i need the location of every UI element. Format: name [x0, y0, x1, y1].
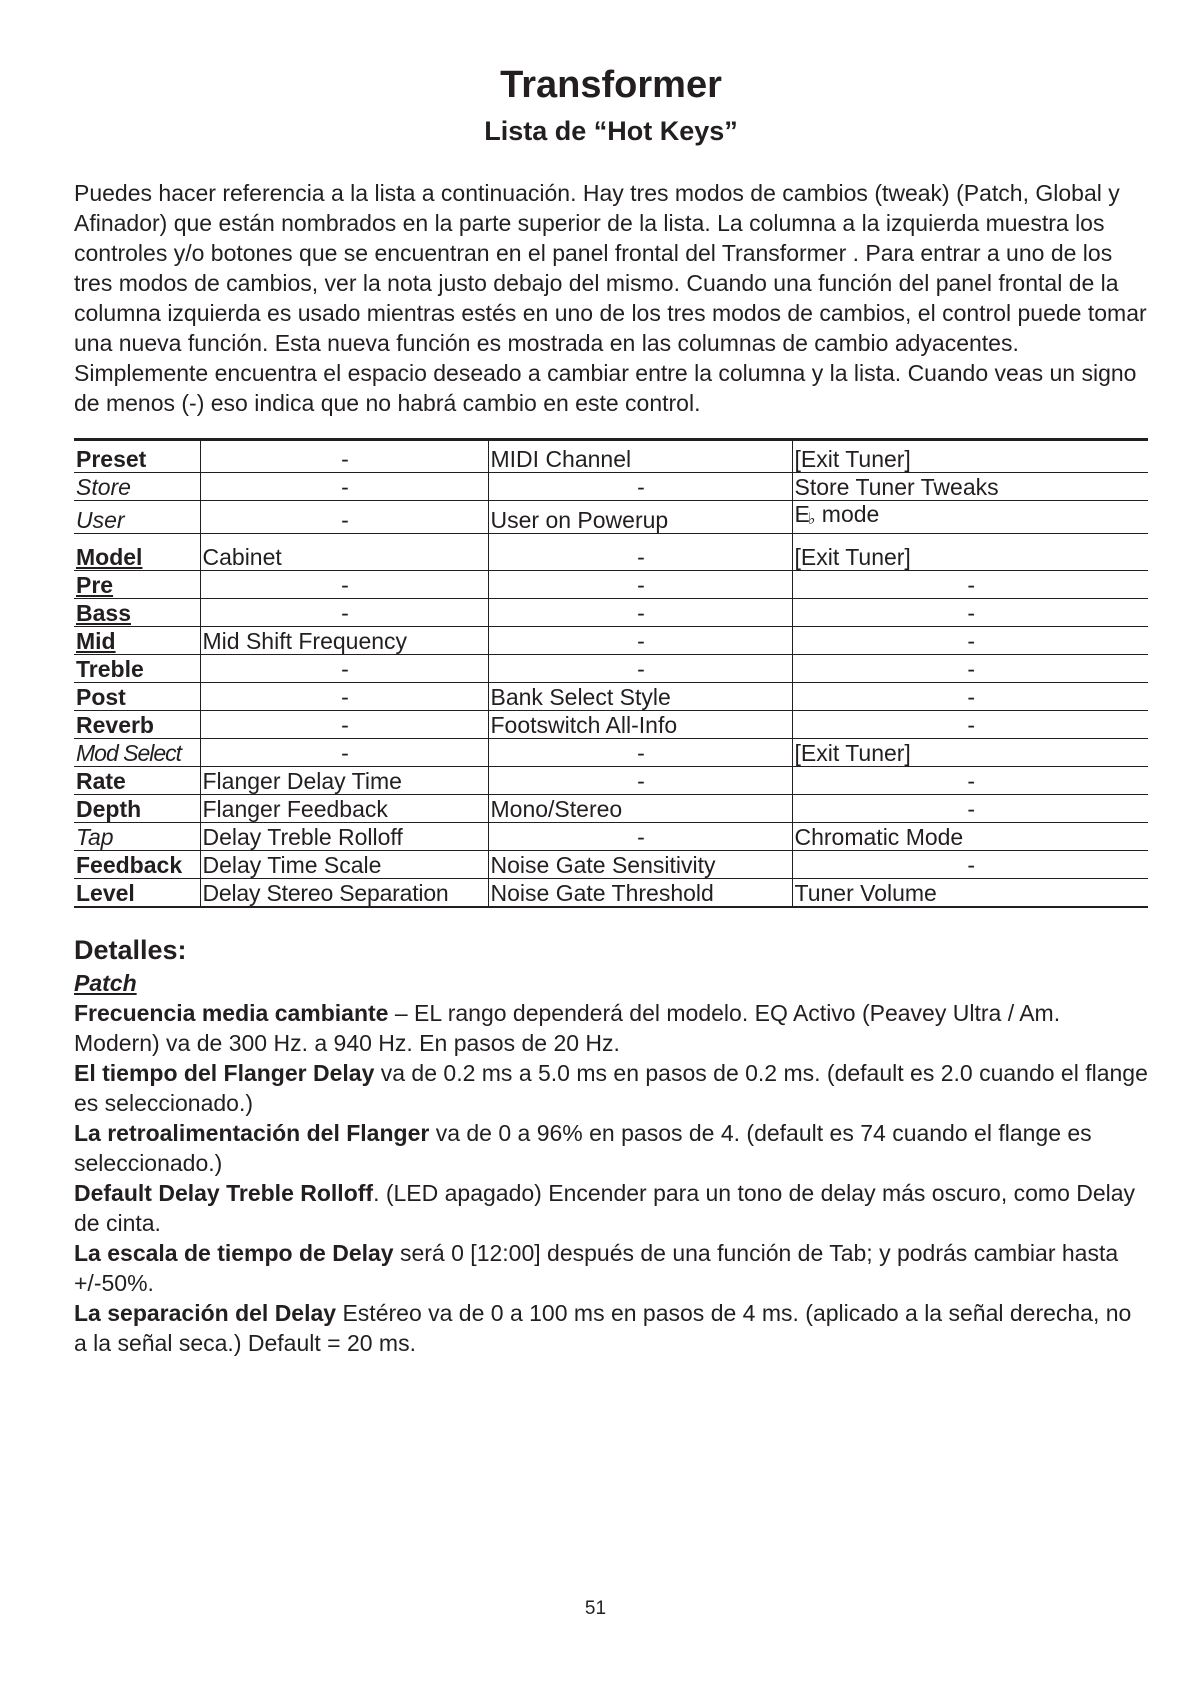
- patch-cell: -: [200, 501, 488, 534]
- details-item: [74, 1058, 1148, 1118]
- table-row: [74, 711, 1148, 739]
- table-row: [74, 440, 1148, 473]
- tuner-cell: [Exit Tuner]: [792, 739, 1148, 767]
- row-label: Reverb: [74, 711, 200, 739]
- tuner-text-rest: mode: [815, 501, 880, 527]
- details-item-term: La escala de tiempo de Delay: [74, 1240, 394, 1266]
- row-label: Depth: [74, 795, 200, 823]
- global-cell: Noise Gate Threshold: [488, 879, 792, 908]
- tuner-cell: Tuner Volume: [792, 879, 1148, 908]
- global-cell: Noise Gate Sensitivity: [488, 851, 792, 879]
- table-row: [74, 655, 1148, 683]
- patch-cell: Delay Stereo Separation: [200, 879, 488, 908]
- patch-cell: Delay Time Scale: [200, 851, 488, 879]
- details-section: [74, 934, 1148, 1358]
- tuner-cell: -: [792, 683, 1148, 711]
- table-row: [74, 571, 1148, 599]
- details-item-term: Frecuencia media cambiante: [74, 1000, 389, 1026]
- table-row: [74, 851, 1148, 879]
- tuner-cell: [Exit Tuner]: [792, 440, 1148, 473]
- table-row: [74, 683, 1148, 711]
- row-label: Tap: [74, 823, 200, 851]
- details-item-term: La retroalimentación del Flanger: [74, 1120, 430, 1146]
- table-row: [74, 823, 1148, 851]
- details-item-term: La separación del Delay: [74, 1300, 337, 1326]
- table-row: [74, 879, 1148, 908]
- table-row: [74, 599, 1148, 627]
- tuner-cell: -: [792, 571, 1148, 599]
- tuner-cell: -: [792, 599, 1148, 627]
- patch-cell: Flanger Feedback: [200, 795, 488, 823]
- row-label: Store: [74, 473, 200, 501]
- row-label: User: [74, 501, 200, 534]
- patch-cell: -: [200, 683, 488, 711]
- details-item-text: será 0 [12:00] después de una función de Tab; y podrás cambiar hasta +/-50%.: [74, 1240, 1119, 1296]
- global-cell: -: [488, 739, 792, 767]
- tuner-cell: -: [792, 795, 1148, 823]
- patch-cell: -: [200, 473, 488, 501]
- details-item-text: va de 0 a 96% en pasos de 4. (default es 74 cuando el flange es seleccionado.): [74, 1120, 1092, 1176]
- patch-cell: -: [200, 711, 488, 739]
- global-cell: MIDI Channel: [488, 440, 792, 473]
- global-cell: -: [488, 534, 792, 571]
- row-label: Rate: [74, 767, 200, 795]
- row-label: Bass: [74, 599, 200, 627]
- tuner-cell: -: [792, 627, 1148, 655]
- patch-cell: -: [200, 655, 488, 683]
- patch-cell: Flanger Delay Time: [200, 767, 488, 795]
- tuner-cell: -: [792, 767, 1148, 795]
- patch-cell: -: [200, 599, 488, 627]
- details-item: [74, 1178, 1148, 1238]
- patch-cell: Mid Shift Frequency: [200, 627, 488, 655]
- details-item-text: . (LED apagado) Encender para un tono de delay más oscuro, como Delay de cinta.: [74, 1180, 1136, 1236]
- tuner-cell: [Exit Tuner]: [792, 534, 1148, 571]
- row-label: Mod Select: [74, 739, 200, 767]
- row-label: Level: [74, 879, 200, 908]
- tuner-text: E: [794, 501, 810, 527]
- table-row: [74, 739, 1148, 767]
- details-item-term: Default Delay Treble Rolloff: [74, 1180, 374, 1206]
- tuner-cell: [792, 501, 1148, 534]
- row-label: Mid: [74, 627, 200, 655]
- row-label: Feedback: [74, 851, 200, 879]
- details-item-text: Estéreo va de 0 a 100 ms en pasos de 4 ms. (aplicado a la señal derecha, no a la señal seca.) Default = 20 ms.: [74, 1300, 1132, 1356]
- table-row: [74, 627, 1148, 655]
- tuner-cell: -: [792, 711, 1148, 739]
- row-label: Treble: [74, 655, 200, 683]
- global-cell: Mono/Stereo: [488, 795, 792, 823]
- details-item-term: El tiempo del Flanger Delay: [74, 1060, 375, 1086]
- details-item: [74, 1238, 1148, 1298]
- patch-cell: Delay Treble Rolloff: [200, 823, 488, 851]
- global-cell: User on Powerup: [488, 501, 792, 534]
- page-number: 51: [584, 1598, 607, 1619]
- tuner-cell: -: [792, 655, 1148, 683]
- hot-keys-table: [74, 438, 1148, 908]
- details-subheading: Patch: [74, 970, 137, 996]
- patch-cell: Cabinet: [200, 534, 488, 571]
- global-cell: -: [488, 473, 792, 501]
- row-label: Post: [74, 683, 200, 711]
- intro-paragraph: Puedes hacer referencia a la lista a continuación. Hay tres modos de cambios (tweak) (Patch, Global y Afinador) que están nombrados en la parte superior de la lista. La columna a la izquierda muestra los controles y/o botones que se encuentran en el panel frontal del Transformer . Para entrar a uno de los tres modos de cambios, ver la nota justo debajo del mismo. Cuando una función del panel frontal de la columna izquierda es usado mientras estés en uno de los tres modos de cambios, el control puede tomar una nueva función. Esta nueva función es mostrada en las columnas de cambio adyacentes. Simplemente encuentra el espacio deseado a cambiar entre la columna y la lista. Cuando veas un signo de menos (-) eso indica que no habrá cambio en este control.: [74, 180, 1147, 416]
- tuner-cell: -: [792, 851, 1148, 879]
- document-page: [74, 62, 1148, 1358]
- global-cell: Bank Select Style: [488, 683, 792, 711]
- global-cell: -: [488, 655, 792, 683]
- details-item: [74, 998, 1148, 1058]
- row-label: Preset: [74, 440, 200, 473]
- details-item: [74, 1118, 1148, 1178]
- table-row: [74, 473, 1148, 501]
- tuner-cell: Store Tuner Tweaks: [792, 473, 1148, 501]
- details-heading: Detalles:: [74, 935, 187, 965]
- page-title: Transformer: [500, 64, 722, 106]
- details-item-text: – EL rango dependerá del modelo. EQ Activo (Peavey Ultra / Am. Modern) va de 300 Hz. a 940 Hz. En pasos de 20 Hz.: [74, 1000, 1061, 1056]
- row-label: Model: [74, 534, 200, 571]
- table-row: [74, 795, 1148, 823]
- table-row: [74, 501, 1148, 534]
- global-cell: -: [488, 571, 792, 599]
- global-cell: -: [488, 823, 792, 851]
- table-row: [74, 534, 1148, 571]
- tuner-cell: Chromatic Mode: [792, 823, 1148, 851]
- patch-cell: -: [200, 440, 488, 473]
- patch-cell: -: [200, 571, 488, 599]
- row-label: Pre: [74, 571, 200, 599]
- global-cell: -: [488, 599, 792, 627]
- details-item-text: va de 0.2 ms a 5.0 ms en pasos de 0.2 ms. (default es 2.0 cuando el flange es seleccionado.): [74, 1060, 1148, 1116]
- global-cell: -: [488, 627, 792, 655]
- global-cell: Footswitch All-Info: [488, 711, 792, 739]
- global-cell: -: [488, 767, 792, 795]
- table-row: [74, 767, 1148, 795]
- flat-symbol: ♭: [807, 511, 816, 528]
- page-subtitle: Lista de “Hot Keys”: [484, 116, 738, 146]
- details-item: [74, 1298, 1148, 1358]
- patch-cell: -: [200, 739, 488, 767]
